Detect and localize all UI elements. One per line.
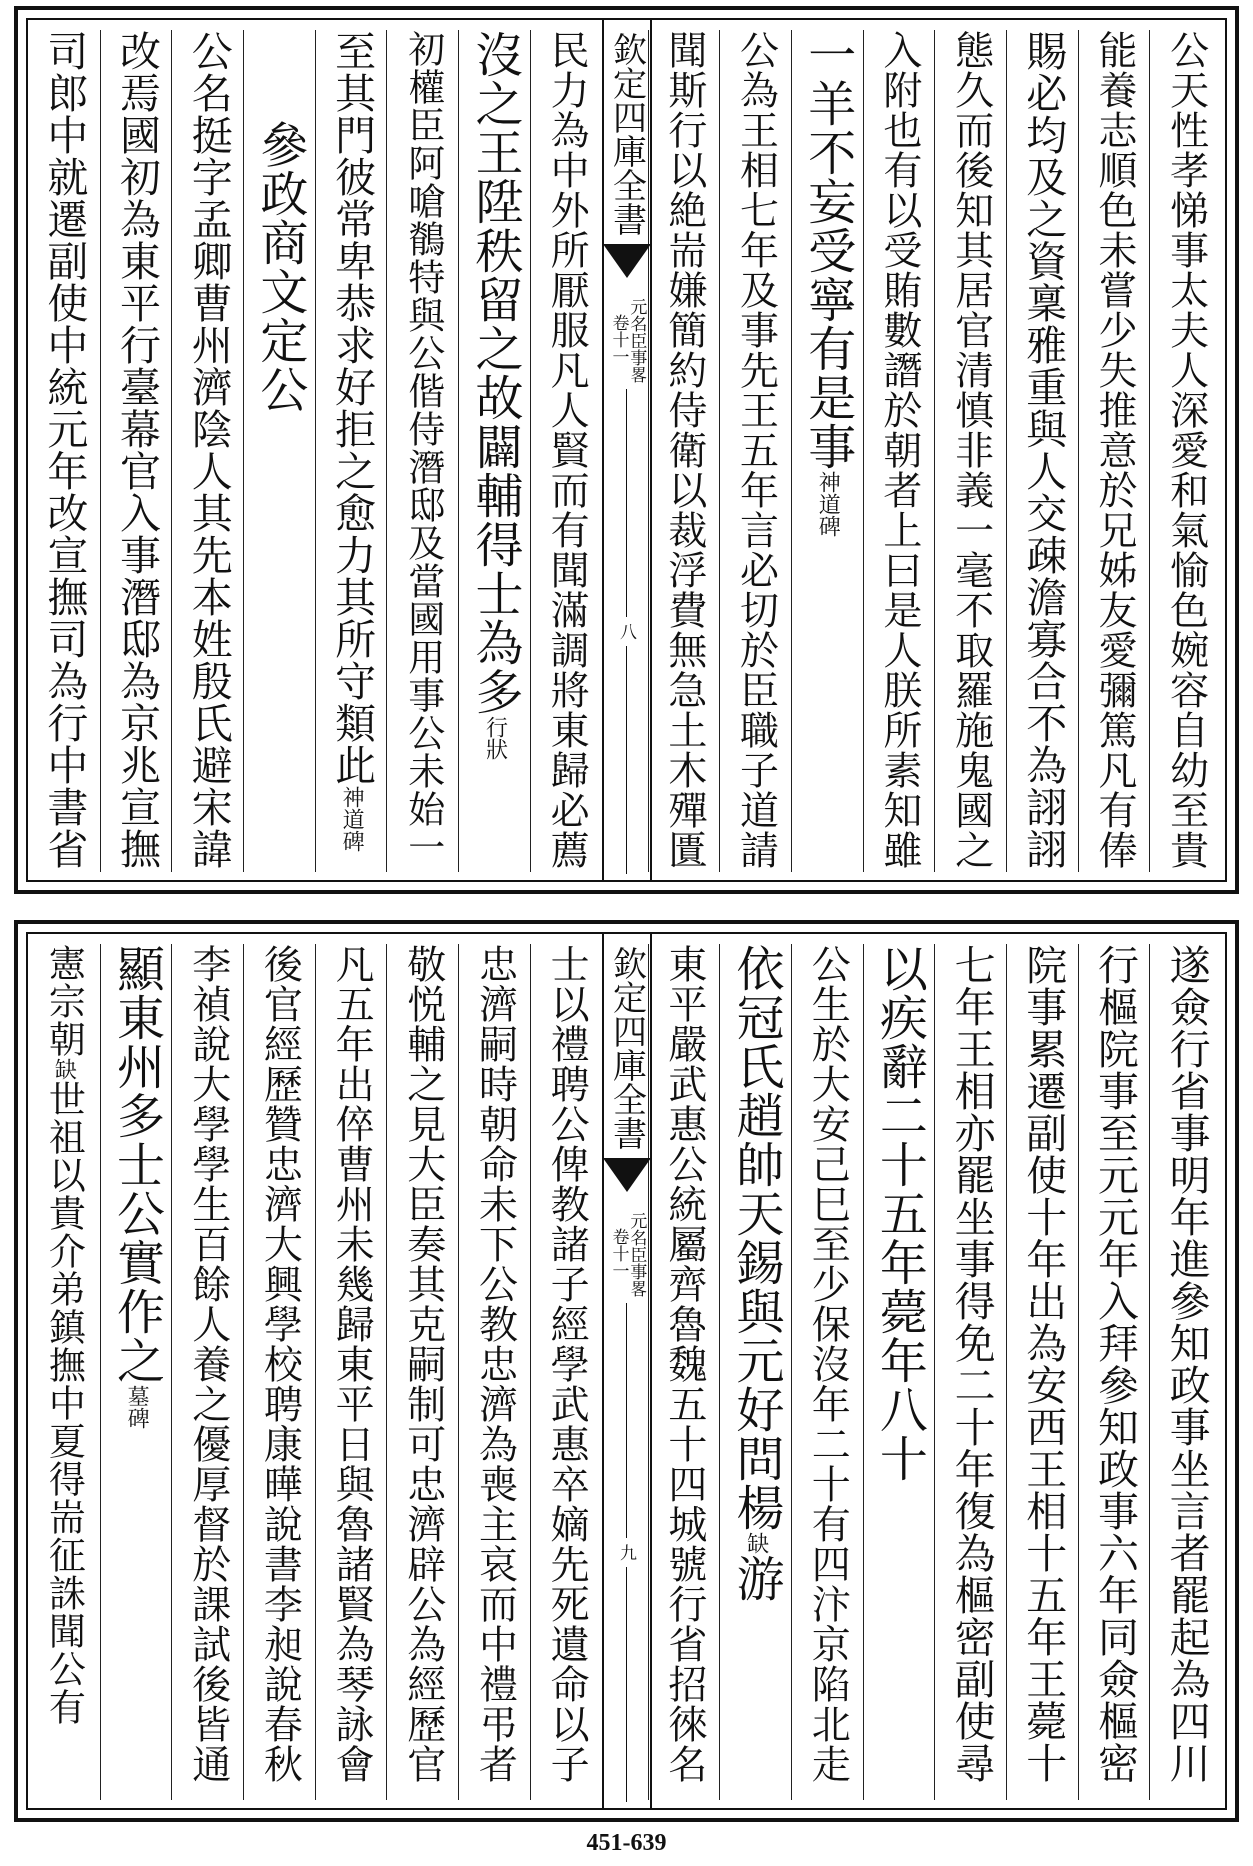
lower-page-columns <box>28 934 1225 1808</box>
column-content <box>472 944 518 1784</box>
column-text: 院事累遷副使十年出為安西王相十五年王薨十 <box>1019 944 1068 1784</box>
column-text: 公生於大安己巳至少保沒年二十有四汴京陷北走 <box>805 944 851 1784</box>
column-content <box>661 944 707 1784</box>
column-text: 賜必均及之資稟雅重與人交疎澹寡合不為詡詡 <box>1019 30 1068 870</box>
column-text-continued: 游 <box>728 1554 785 1603</box>
gutter-rule <box>626 1567 627 1802</box>
text-column <box>530 944 603 1800</box>
column-content <box>871 944 928 1483</box>
column-content <box>466 30 523 760</box>
column-content <box>328 30 377 852</box>
column-text: 士以禮聘公俾教諸子經學武惠卒嫡先死遺命以子 <box>544 944 590 1784</box>
gutter-strip <box>602 20 652 880</box>
column-content <box>544 944 590 1784</box>
text-column <box>171 30 244 872</box>
column-text: 改焉國初為東平行臺幕官入事潛邸為京兆宣撫 <box>113 30 162 870</box>
upper-page-columns <box>28 20 1225 880</box>
column-annotation: 神道碑 <box>815 471 841 537</box>
column-content <box>40 30 89 870</box>
gutter-book-info <box>609 1192 645 1297</box>
column-text: 沒之王陞秩留之故闢輔得士為多 <box>466 30 523 716</box>
column-content <box>1091 30 1137 870</box>
column-content <box>1162 944 1211 1784</box>
text-column <box>386 944 459 1800</box>
text-column <box>791 944 864 1800</box>
gutter-rule <box>626 389 627 617</box>
column-annotation: 缺 <box>743 1532 769 1554</box>
gutter-rule <box>626 646 627 874</box>
column-text: 至其門彼常卑恭求好拒之愈力其所守類此 <box>328 30 377 786</box>
gutter-title: 欽定四庫全書 <box>606 32 647 236</box>
column-content <box>947 944 996 1784</box>
text-column <box>1149 944 1222 1800</box>
gutter-rule <box>626 1303 627 1538</box>
column-content <box>185 944 231 1784</box>
text-column <box>100 944 173 1800</box>
column-content <box>544 30 590 870</box>
column-annotation: 行狀 <box>482 716 508 760</box>
upper-page-inner-border <box>26 18 1227 882</box>
text-column <box>243 944 316 1800</box>
column-text: 忠濟嗣時朝命未下公教忠濟為喪主哀而中禮弔者 <box>472 944 518 1784</box>
text-column <box>171 944 244 1800</box>
text-column <box>1006 30 1079 872</box>
column-content <box>42 944 86 1726</box>
fishtail-mark-icon <box>603 1158 651 1192</box>
column-content <box>728 944 785 1603</box>
column-content <box>113 30 162 870</box>
gutter-volume: 卷十一 <box>608 1228 629 1279</box>
column-text: 遂僉行省事明年進參知政事坐言者罷起為四川 <box>1162 944 1211 1784</box>
gutter-book-title: 元名臣事畧 <box>626 1212 647 1297</box>
text-column <box>458 30 531 872</box>
column-content <box>948 30 994 870</box>
gutter-page-number: 八 <box>616 623 636 640</box>
column-text: 憲宗朝 <box>42 944 86 1058</box>
text-column <box>1149 30 1222 872</box>
column-text: 行樞院事至元元年入拜參知政事六年同僉樞密 <box>1090 944 1139 1784</box>
gutter-strip <box>602 934 652 1808</box>
text-column <box>791 30 864 872</box>
column-text: 顯東州多士公實作之 <box>108 944 165 1385</box>
column-content <box>1019 30 1068 870</box>
upper-page-frame <box>14 6 1239 894</box>
column-content <box>733 30 779 870</box>
gutter-volume: 卷十一 <box>608 314 629 365</box>
column-annotation: 神道碑 <box>339 786 365 852</box>
text-column <box>315 944 388 1800</box>
column-text: 公天性孝悌事太夫人深愛和氣愉色婉容自幼至貴 <box>1163 30 1209 870</box>
text-column <box>386 30 459 872</box>
column-text: 民力為中外所厭服凡人賢而有聞滿調將東歸必薦 <box>544 30 590 870</box>
column-text: 凡五年出倅曹州未幾歸東平日與魯諸賢為琴詠會 <box>329 944 375 1784</box>
column-content <box>799 30 856 537</box>
text-column <box>648 30 721 872</box>
column-text: 公名挺字孟卿曹州濟陰人其先本姓殷氏避宋諱 <box>184 30 233 870</box>
text-column <box>28 944 100 1800</box>
text-column <box>530 30 603 872</box>
page-number-footer: 451-639 <box>586 1830 667 1856</box>
column-text: 後官經歷贊忠濟大興學校聘康曄說書李昶說春秋 <box>257 944 303 1784</box>
text-column <box>863 30 936 872</box>
column-content <box>329 944 375 1784</box>
text-column <box>1078 30 1151 872</box>
column-text: 入附也有以受賄數譖於朝者上曰是人朕所素知雖 <box>876 30 922 870</box>
column-text: 七年王相亦罷坐事得免二十年復為樞密副使尋 <box>947 944 996 1784</box>
column-text: 初權臣阿嗆鶺特與公偕侍潛邸及當國用事公未始一 <box>401 30 445 866</box>
column-content <box>257 944 303 1784</box>
text-column <box>243 30 316 872</box>
column-text: 以疾辭二十五年薨年八十 <box>871 944 928 1483</box>
column-content <box>876 30 922 870</box>
column-text: 李禎說大學學生百餘人養之優厚督於課試後皆通 <box>185 944 231 1784</box>
column-content <box>401 30 445 866</box>
text-column <box>648 944 721 1800</box>
text-column <box>934 944 1007 1800</box>
fishtail-mark-icon <box>603 244 651 278</box>
column-content <box>805 944 851 1784</box>
column-text: 東平嚴武惠公統屬齊魯魏五十四城號行省招徠名 <box>661 944 707 1784</box>
column-content <box>400 944 446 1784</box>
gutter-title: 欽定四庫全書 <box>606 946 647 1150</box>
column-content <box>251 30 308 414</box>
column-text: 參政商文定公 <box>251 120 308 414</box>
column-text: 司郎中就遷副使中統元年改宣撫司為行中書省 <box>40 30 89 870</box>
column-text-continued: 世祖以貴介弟鎮撫中夏得耑征誅聞公有 <box>42 1080 86 1726</box>
column-annotation: 缺 <box>51 1058 77 1080</box>
text-column <box>1006 944 1079 1800</box>
gutter-page-number: 九 <box>616 1544 636 1561</box>
lower-page-inner-border <box>26 932 1227 1810</box>
column-text: 聞斯行以絶耑嫌簡約侍衛以裁浮費無急土木殫匱 <box>661 30 707 870</box>
column-content <box>1163 30 1209 870</box>
text-column <box>934 30 1007 872</box>
gutter-book-info <box>609 278 645 383</box>
column-annotation: 墓碑 <box>124 1385 150 1429</box>
column-text: 態久而後知其居官清慎非義一毫不取羅施鬼國之 <box>948 30 994 870</box>
gutter-book-title: 元名臣事畧 <box>626 298 647 383</box>
column-content <box>184 30 233 870</box>
column-text: 敬悦輔之見大臣奏其克嗣制可忠濟辟公為經歷官 <box>400 944 446 1784</box>
text-column <box>28 30 100 872</box>
column-content <box>1090 944 1139 1784</box>
column-content <box>108 944 165 1429</box>
text-column <box>458 944 531 1800</box>
column-content <box>661 30 707 870</box>
column-content <box>1019 944 1068 1784</box>
text-column <box>315 30 388 872</box>
text-column <box>100 30 173 872</box>
text-column <box>719 944 792 1800</box>
column-text: 能養志順色未嘗少失推意於兄姊友愛彌篤凡有俸 <box>1091 30 1137 870</box>
column-text: 公為王相七年及事先王五年言必切於臣職子道請 <box>733 30 779 870</box>
text-column <box>863 944 936 1800</box>
column-text: 依冠氏趙帥天錫與元好問楊 <box>728 944 785 1532</box>
lower-page-frame <box>14 920 1239 1822</box>
text-column <box>719 30 792 872</box>
column-text: 一羊不妄受寧有是事 <box>799 30 856 471</box>
text-column <box>1078 944 1151 1800</box>
